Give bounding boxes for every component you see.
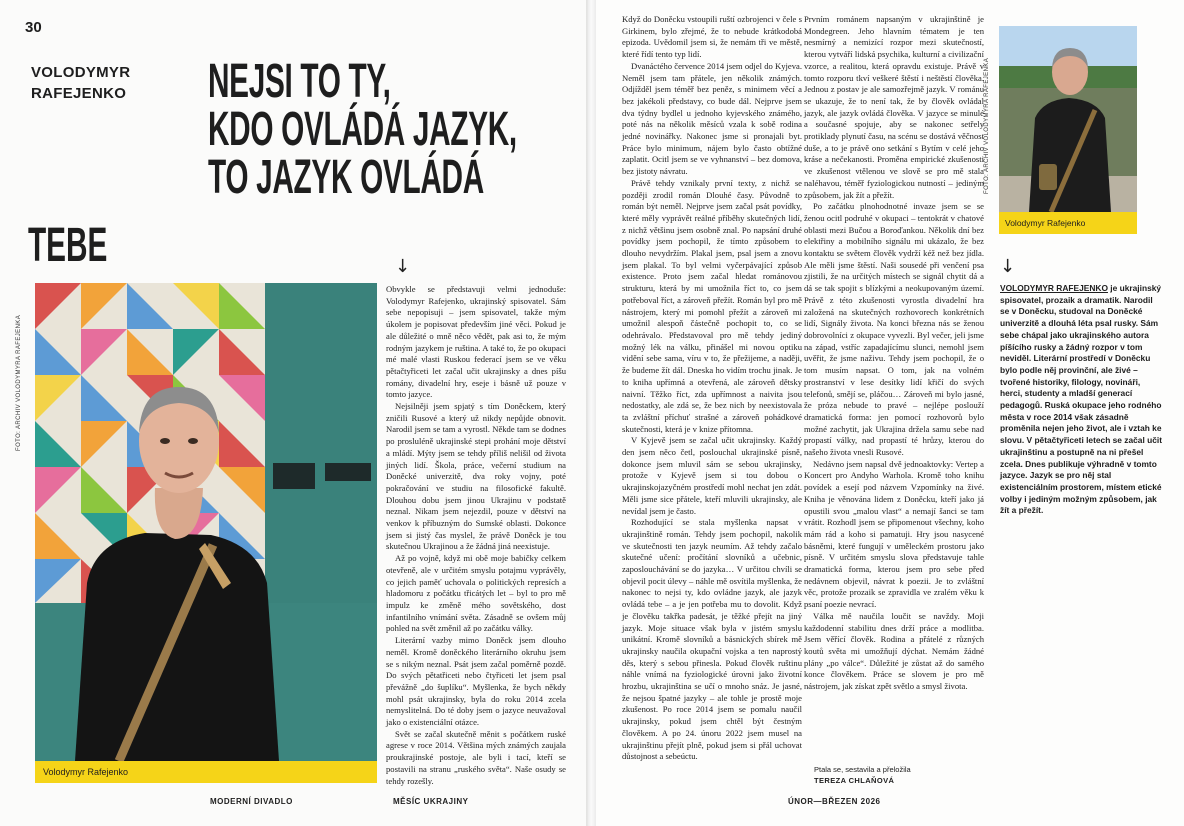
right-page — [596, 0, 1184, 826]
author-photo-illustration — [35, 283, 377, 761]
article-column-1 — [386, 284, 566, 787]
photo-credit-vertical: FOTO: ARCHIV VOLODYMYRA RAFEJENKA — [16, 314, 22, 451]
paragraph: Literární vazby mimo Doněck jsem dlouho neměl. Kromě doněckého literárního okruhu jsem se s nikým neznal. Psát jsem začal poměrně pozdě. Do svých pětatřiceti nebo čtyřiceti let jsem psal převážně „do šuplíku“. Myšlenka, že bych někdy mohl psát ukrajinsky, byla do roku 2014 zcela nemyslitelná. Do té doby jsem o jazyce neuvažoval jako o existenciální otázce. — [386, 635, 566, 728]
paragraph: Po začátku plnohodnotné invaze jsem se se ženou ocitl podruhé v okupaci – tentokrát v chatové oblasti mezi Bučou a Boroďankou. Několik dní bez elektřiny a mobilního signálu mi ukázalo, že bez kontaktu se světem člověk vydrží kéž než bez jídla. Ale měli jsme štěstí. Naši sousedé při venčení psa zjistili, že na určitých místech se signál chytit dá a dá se tak spojit s blízkými a neokupovaným území. Právě z této zkušenosti vyrostla divadelní hra založená na skutečných rozhovorech konkrétních lidí, Signály života. Na konci března nás se ženou dobrovolníci z okupace vyvezli. Byl večer, jeli jsme na západ, vstříc zapadajícímu slunci, nemohl jsem uvěřit, že jsme naživu. Tehdy jsem pochopil, že o tom musím napsat. O tom, jak na volném prostranství v lese desítky lidí křičí do svých telefonů, smějí se, pláčou… Zároveň mi bylo jasné, že próza nebude to pravé – nejlépe poslouží dramatická forma: jen pomocí rozhovorů bylo možné zachytit, jak Ukrajina držela samu sebe nad propastí války, nad propastí té hrůzy, kterou do našeho života vnesli Rusové. — [804, 201, 984, 458]
photo-credit-vertical: FOTO: ARCHIV VOLODYMYRA RAFEJENKA — [984, 57, 990, 194]
credit-name: TEREZA CHLAŇOVÁ — [814, 776, 895, 785]
headline — [208, 55, 517, 204]
footer-date: ÚNOR—BŘEZEN 2026 — [788, 797, 881, 806]
paragraph: Válka mě naučila loučit se navždy. Moji každodenní stabilitu dnes drží práce a modlitba. Jsem věřící člověk. Rodina a přátelé z různých koutů světa mi umožňují dýchat. Nemám žádné plány „po válce“. Důležité je zůstat až do samého konce člověkem. Práce se slovem je pro mě nástrojem, jak získat zpět světlo a smysl života. — [804, 610, 984, 692]
headline-tail: TEBE — [28, 219, 108, 272]
wall-label — [273, 463, 315, 489]
paragraph: Až po vojně, když mi obě moje babičky celkem otevřeně, ale v určitém smyslu potajmu vyprávěly, co jejich paměť uchovala o politických represích a hladomoru z počátku třicátých let – byl to pro mě impulz ke změně mého sovětského, dost infantilního vnímání světa. Zásadně se ovšem můj pohled na svět změnil až po začátku války. — [386, 553, 566, 634]
footer-section: MĚSÍC UKRAJINY — [393, 797, 469, 806]
bio-name: VOLODYMYR RAFEJENKO — [1000, 283, 1108, 293]
author-photo-outdoor — [999, 26, 1137, 212]
author-photo — [35, 283, 377, 761]
article-column-3 — [804, 14, 984, 693]
page-number: 30 — [25, 19, 42, 36]
paragraph: Prvním románem napsaným v ukrajinštině je Mondegreen. Jeho hlavním tématem je ten nesmírný a nemizící rozpor mezi skutečností, kterou vytváří lidská psychika, kulturní a civilizační vzorce, a realitou, která opravdu existuje. Právě v tomto rozporu tkví veškeré štěstí i neštěstí člověka. Jednou z postav je ale samozřejmě jazyk. V románu se ukazuje, že to není tak, že by člověk ovládal jazyk, ale jazyk ovládá člověka. V jazyce se minulé a současné spojuje, aby se nakonec setřely protiklady plynutí času, na scénu se dostává věčnost duše, a to je právě ono setkání s Bytím v celé jeho kráse a nečekanosti. Proměna empirické zkušenosti ve zkušenost vtělenou ve slově se pro mě stala naléhavou, téměř fyziologickou nutností – jediným způsobem, jak žít a přežít. — [804, 14, 984, 200]
headline-line: TO JAZYK OVLÁDÁ — [208, 151, 484, 204]
article-column-2 — [622, 14, 802, 763]
paragraph: Když do Doněcku vstoupili ruští ozbrojenci v čele s Girkinem, bylo zřejmé, že to nebude krátkodobá epizoda. Uvědomil jsem si, že nemám tři ve městě, které řídí tento typ lidí. — [622, 14, 802, 60]
author-bio — [1000, 283, 1162, 517]
paragraph: Svět se začal skutečně měnit s počátkem ruské agrese v roce 2014. Většina mých známých zaujala proukrajinské postoje, ale byli i tací, kteří se postavili na stranu „ruského světa“. Naše osudy se tehdy rozešly. — [386, 728, 566, 786]
bio-text: je ukrajinský spisovatel, prozaik a dramatik. Narodil se v Doněcku, studoval na Doněcké univerzitě a dlouhá léta psal rusky. Sám sebe chápal jako ukrajinského autora píšícího rusky a žádný rozpor v tom neviděl. Literární prostředí v Doněcku bylo podle něj provinční, ale živé – tvořené historiky, filology, novináři, herci, studenty a mladší generací pedagogů. Ruská okupace jeho rodného města v roce 2014 však zásadně proměnila nejen jeho život, ale i vztah ke slovu. V pětačtyřiceti letech se začal učit ukrajinštinu a postupně na ni přešel zcela. Dnes publikuje výhradně v tomto jazyce. Jazyk se pro něj stal existenciálním prostorem, místem etické volby i jediným možným způsobem, jak žít a přežít. — [1000, 283, 1162, 516]
paragraph: V Kyjevě jsem se začal učit ukrajinsky. Každý den jsem něco četl, poslouchal ukrajinské písně, dokonce jsem mluvil sám se sebou ukrajinsky, protože v Kyjevě jsem si tou dobou o ukrajinskojazyčném prostředí mohl nechat jen zdát. Měli jsme sice přátele, kteří mluvili ukrajinsky, ale nevídal jsem je často. — [622, 435, 802, 516]
photo-caption: Volodymyr Rafejenko — [999, 212, 1137, 234]
headline-line: KDO OVLÁDÁ JAZYK, — [208, 103, 517, 156]
headline-line: NEJSI TO TY, — [208, 55, 391, 108]
down-arrow-icon: ↓ — [395, 256, 411, 277]
paragraph: Nejsilněji jsem spjatý s tím Doněckem, který zničili Rusové a který už nikdy nepůjde obnovit. Narodil jsem se tam a vyrostl. Někde tam se dodnes po prosluléně ukrajinské stepi prohání moje dětství a mládí. Mýty jsem se tehdy příliš nelišil od života jiných lidí. Škola, práce, večerní studium na Doněcké univerzitě, dva roky vojny, poté pokračování ve studiu na filosofické fakultě. Dlouhou dobu jsem jinou Ukrajinu v podstatě neznal. Nikam jsem nejezdil, pouze v dětství na venkov k příbuzným do Sumské oblasti. Dokonce jsem si jistý čas myslel, že právě Doněck je tou skutečnou Ukrajinou a že žádná jiná neexistuje. — [386, 401, 566, 552]
author-photo-outdoor-illustration — [999, 26, 1137, 212]
photo-caption: Volodymyr Rafejenko — [35, 761, 377, 783]
paragraph: Nedávno jsem napsal dvě jednoaktovky: Vertep a Koncert pro Andyho Warhola. Kromě toho knihu povídek a esejí pod názvem Vzpomínky na živé. Kniha je věnována lidem z Doněcku, kteří jako já opustili svou „malou vlast“ a nemají šanci se tam vrátit. Rozhodl jsem se připomenout všechny, koho mám rád a koho si pamatuji. Hry jsou nasycené básněmi, které fungují v uměleckém prostoru jako písně. V určitém smyslu slova představuje tahle dramatická forma, kterou jsem pro sebe před nedávnem objevil, návrat k poezii. Je to zvláštní věc, protože prozaik se zpravidla ve zralém věku k psaní poezie nevrací. — [804, 458, 984, 610]
paragraph: Právě tehdy vznikaly první texty, z nichž se později zrodil román Dlouhé časy. Původně to román být neměl. Nejprve jsem začal psát povídky, které měly vyprávět reálné příběhy skutečných lidí, z nichž většinu jsem osobně znal. Po napsání druhé povídky jsem pochopil, že tímto způsobem to dlouho nevydržím. Plakal jsem, psal jsem a znovu jsem plakal. To byl velmi vyčerpávající způsob existence. Proto jsem začal hledat románovou strukturu, která by mi umožnila říct to, co jsem potřeboval říct, a zároveň přežít. Román byl pro mě nástrojem, který mi pomohl přežít a zároveň mi umožnil alespoň částečně pochopit to, co se odehrávalo. Představoval pro mě tehdy jediný možný lék na válku, přinášel mi novou optiku vidění sebe sama, víru v to, že přežijeme, a naději, že budeme žít dál. Dneska ho vidím trochu jinak. Je to kniha upřímná a otevřená, ale zároveň dětsky naivní. Těžko říct, zda upřímnost a naivita jsou nedostatky, ale zdá se, že bez nich by neexistovala ta zvláštní příchuť strašné a zároveň pohádkové skutečnosti, která je v knize přítomna. — [622, 177, 802, 434]
article-credit — [814, 764, 911, 786]
left-page — [0, 0, 588, 826]
down-arrow-icon: ↓ — [1000, 256, 1016, 277]
paragraph: Rozhodující se stala myšlenka napsat v ukrajinštině román. Tehdy jsem pochopil, nakolik ve skutečnosti ten jazyk neumím. Až tehdy začalo skutečné učení: pročítání slovníků a učebnic, zaposlouchávání se do jazyka… V určitou chvíli se objevil pocit úlevy – náhle mě osvítila myšlenka, že nakonec to nejsi ty, kdo ovládne jazyk, ale jazyk ovládá tebe – a je jen potřeba mu to dovolit. Když je člověku takřka padesát, je těžké přejít na jiný jazyk. Moje situace však byla v jistém smyslu unikátní. Kromě slovníků a básnických sbírek mě ukrajinsky naučila okupační vojska a ten naprostý děs, který s sebou přinesla. Pokud člověk ruštinu náhle vnímá na fyziologické úrovni jako životní hrozbu, ukrajinština se učí o mnoho snáz. Je jasné, že nejsou špatné jazyky – ale tohle je prostě moje zkušenost. Po roce 2014 jsem se pomalu naučil ukrajinsky, pokud jsem chtěl být čestným člověkem. A po 24. únoru 2022 jsem musel na ukrajinštinu přejít plně, pokud jsem si přál uchovat důstojnost a sebeúctu. — [622, 517, 802, 762]
paragraph: Obvykle se představuji velmi jednoduše: Volodymyr Rafejenko, ukrajinský spisovatel. Sám sebe nepopisuji – jsem spisovatel, takže mým úkolem je popisovat především jiné věci. Pokud je ale důležité o mně něco vědět, pak asi to, že mým rodným jazykem je ruština. A také to, že po okupaci mé malé vlasti Ruskou federací jsem se ve věku pětačtyřiceti let začal učit ukrajinsky a dnes píšu romány, divadelní hry, eseje i básně už pouze v tomto jazyce. — [386, 284, 566, 400]
footer-magazine: MODERNÍ DIVADLO — [210, 797, 293, 806]
author-heading: VOLODYMYR RAFEJENKO — [31, 64, 131, 102]
paragraph: Dvanáctého července 2014 jsem odjel do Kyjeva. Neměl jsem tam přátele, jen několik známých. Odjížděl jsem téměř bez peněz, s minimem věcí a bez jakékoli představy, co bude dál. Nejprve jsem dva týdny bydlel u jednoho kyjevského známého, poté nás na několik měsíců vzala k sobě rodina jedné novinářky. Nakonec jsme si pronajali byt. Práce bylo minimum, nájem bylo často obtížné zaplatit. Ocitl jsem se ve vyhnanství – bez domova, bez jistoty návratu. — [622, 60, 802, 177]
credit-role: Ptala se, sestavila a přeložila — [814, 765, 911, 774]
